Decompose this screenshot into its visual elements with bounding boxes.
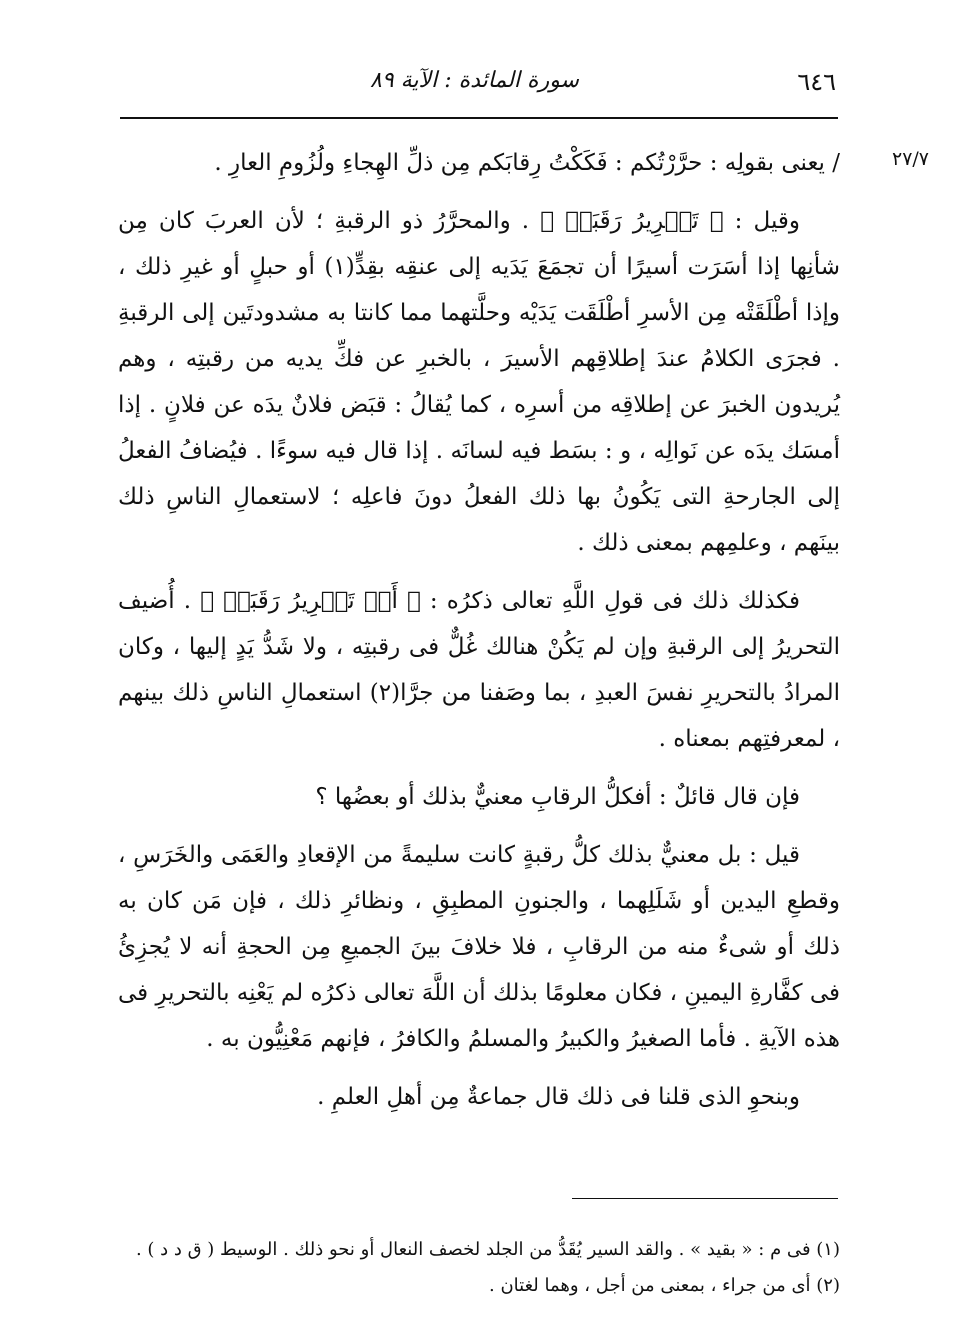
paragraph-1: / يعنى بقولِه : حرَّرْتُكم : فَكَكْتُ رِقابَكم مِن ذلِّ الهِجاءِ ولُزُومِ العارِ . [214,150,840,176]
footnote-divider [572,1198,838,1199]
paragraph-4: فإن قال قائلٌ : أفكلُّ الرقابِ معنيٌّ بذلك أو بعضُها ؟ [315,784,800,810]
footnote-1: (١) فى م : « بقيد » . والقد السير يُقَدُّ من الجلد لخصف النعال أو نحو ذلك . الوسيط ( ق د د ) . [135,1239,840,1260]
footnotes [118,1232,840,1304]
margin-reference: ٢٧/٧ [892,148,930,170]
main-text [118,140,840,1132]
paragraph-5: قيل : بل معنيٌّ بذلك كلُّ رقبةٍ كانت سليمةً من الإقعادِ والعَمَى والخَرَسِ ، وقطعِ اليدين أو شَلَلِهما ، والجنونِ المطبِقِ ، ونظائرِ ذلك ، فإن مَن كان به ذلك أو شىءٌ منه من الرقابِ ، فلا خلافَ بينَ الجميعِ مِن الحجةِ أنه لا يُجزِئُ فى كفَّارةِ اليمينِ ، فكان معلومًا بذلك أن اللَّهَ تعالى ذكرُه لم يَعْنِه بالتحريرِ فى هذه الآيةِ . فأما الصغيرُ والكبيرُ والمسلمُ والكافرُ ، فإنهم مَعْنِيُّون به . [118,842,840,1052]
page-number: ٦٤٦ [797,68,836,96]
paragraph-2: وقيل : ﴿ تَحۡرِيرُ رَقَبَةٖ ﴾ . والمحرَّرُ ذو الرقبةِ ؛ لأن العربَ كان مِن شأنِها إذا أسَرَت أسيرًا أن تجمَعَ يَدَيه إلى عنقِه بقِدٍّ(١) أو حبلٍ أو غيرِ ذلك ، وإذا أطْلَقَتْه مِن الأسرِ أطْلَقَت يَدَيْه وحلَّتهما مما كانتا به مشدودتَين إلى الرقبةِ . فجرَى الكلامُ عندَ إطلاقِهم الأسيرَ ، بالخبرِ عن فكِّ يديه من رقبتِه ، وهم يُريدون الخبرَ عن إطلاقِه من أسرِه ، كما يُقالُ : قبَض فلانٌ يدَه عن فلانٍ . إذا أمسَك يدَه عن نَوالِه ، و : بسَط فيه لسانَه . إذا قال فيه سوءًا . فيُضافُ الفعلُ إلى الجارحةِ التى يَكُونُ بها ذلك الفعلُ دونَ فاعلِه ؛ لاستعمالِ الناسِ ذلك بينَهم ، وعلمِهم بمعنى ذلك . [118,208,840,556]
paragraph-6: وبنحوِ الذى قلنا فى ذلك قال جماعةٌ مِن أهلِ العلمِ . [317,1084,800,1110]
footnote-2: (٢) أى من جراء ، بمعنى من أجل ، وهما لغتان . [489,1275,840,1296]
header-divider [120,117,838,119]
paragraph-3: فكذلك ذلك فى قولِ اللَّهِ تعالى ذكرُه : ﴿ أَوۡ تَحۡرِيرُ رَقَبَةٖ ﴾ . أُضيف التحريرُ إلى الرقبةِ وإن لم يَكُنْ هنالك غُلٌّ فى رقبتِه ، ولا شَدُّ يَدٍ إليها ، وكان المرادُ بالتحريرِ نفسَ العبدِ ، بما وصَفنا من جرَّا(٢) استعمالِ الناسِ ذلك بينهم ، لمعرفتِهم بمعناه . [118,588,840,752]
page-header [120,60,836,110]
running-title: سورة المائدة : الآية ٨٩ [370,68,579,93]
